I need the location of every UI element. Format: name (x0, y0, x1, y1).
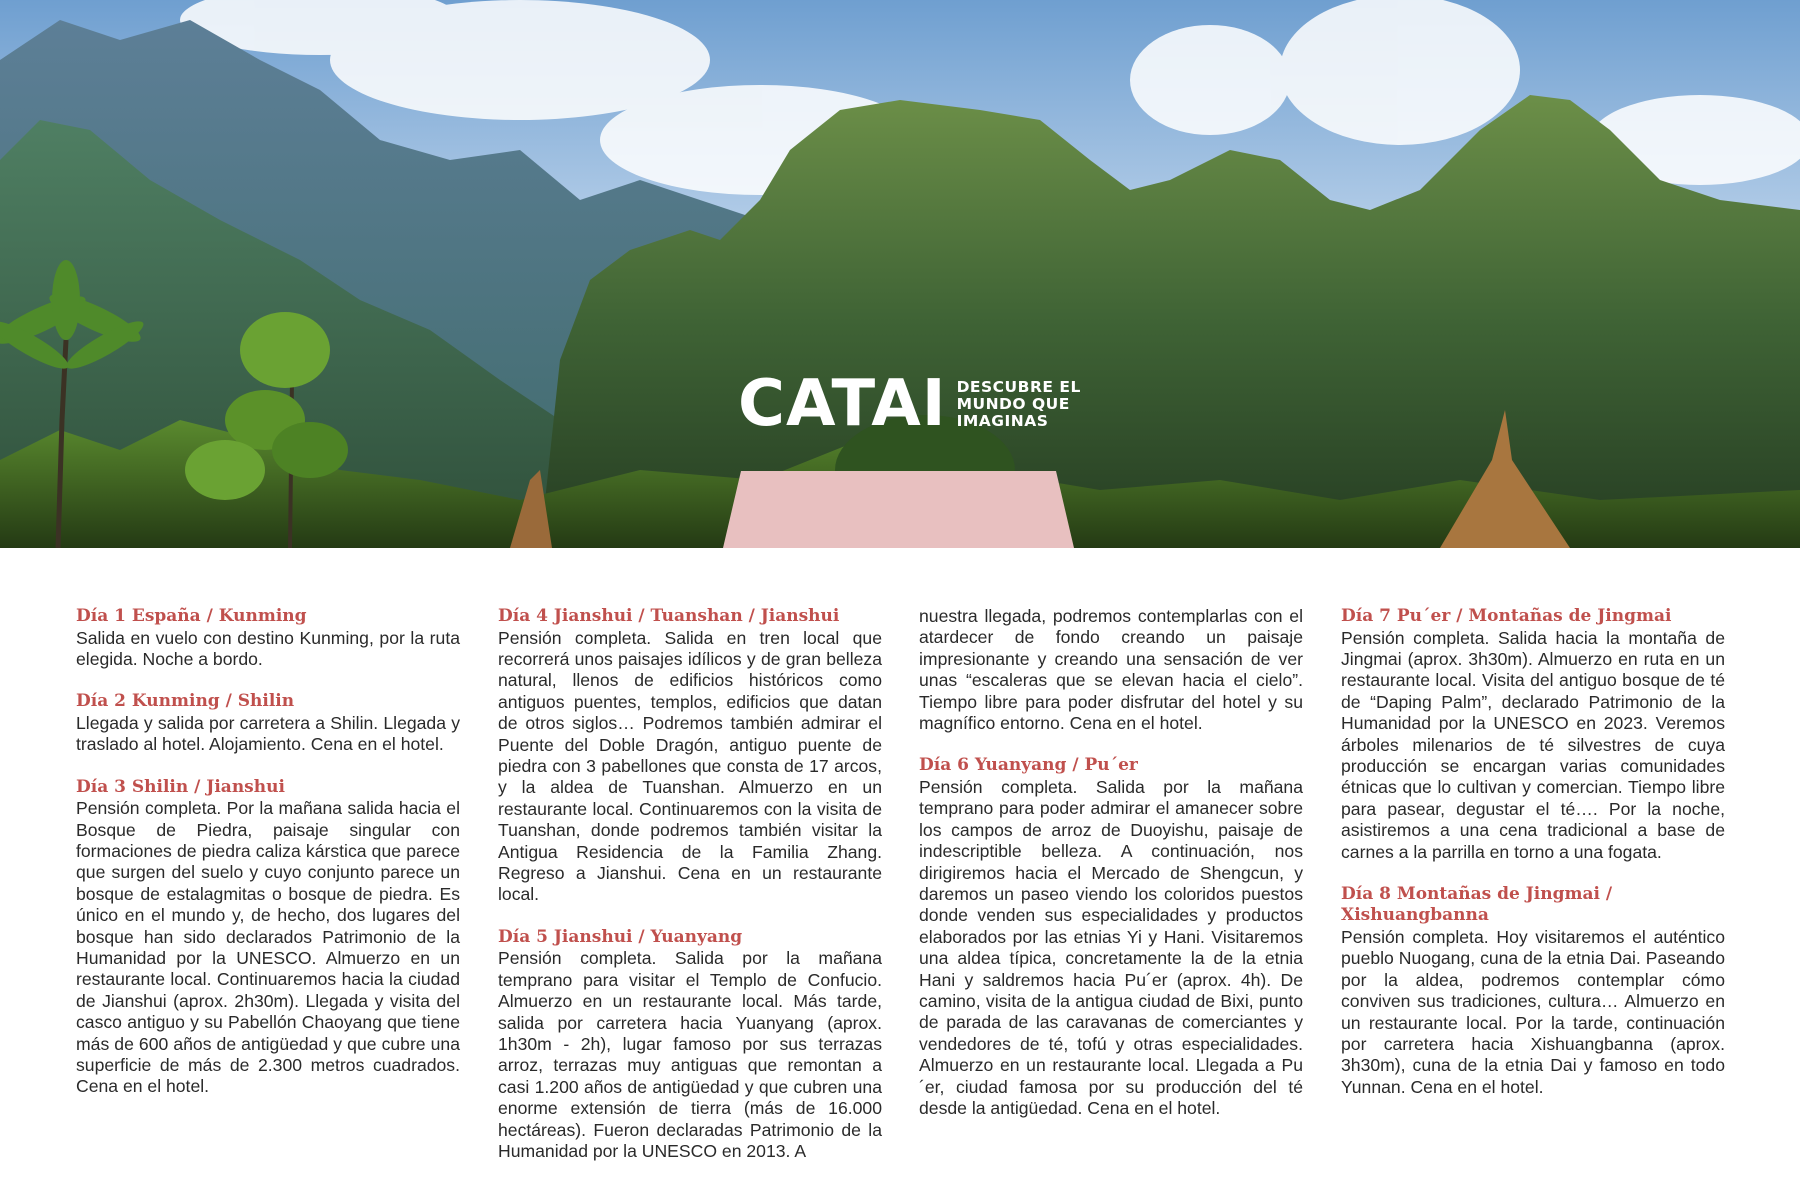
day-title: Día 2 Kunming / Shilin (76, 691, 295, 712)
day-title: Día 1 España / Kunming (76, 606, 307, 626)
day-description: Salida en vuelo con destino Kunming, por la ruta elegida. Noche a bordo. (76, 627, 460, 669)
day-description: Pensión completa. Salida en tren local que recorrerá unos paisajes idílicos y de gran belleza natural, llenos de edificios históricos como antiguos puentes, templos, edificios que datan de otros siglos… Podremos también admirar el Puente del Doble Dragón, antiguo puente de piedra con 3 pabellones que consta de 17 arcos, y la aldea de Tuanshan. Almuerzo en un restaurante local. Continuaremos con la visita de Tuanshan, donde podremos también visitar la Antigua Residencia de la Familia Zhang. Regreso a Jianshui. Cena en un restaurante local. (498, 627, 882, 905)
itinerary-day-7 (1341, 606, 1725, 863)
brand-tagline (957, 379, 1081, 430)
day-description: Pensión completa. Salida por la mañana temprano para visitar el Templo de Confucio. Almuerzo en un restaurante local. Más tarde, salida por carretera hacia Yuanyang (aprox. 1h30m - 2h), lugar famoso por sus terrazas arroz, terrazas muy antiguas que remontan a casi 1.200 años de antigüedad y que cubren una enorme extensión de tierra (más de 16.000 hectáreas). Fueron declaradas Patrimonio de la Humanidad por la UNESCO en 2013. A (498, 948, 882, 1161)
day-description: Pensión completa. Salida hacia la montaña de Jingmai (aprox. 3h30m). Almuerzo en ruta en un restaurante local. Visita del antiguo bosque de té de “Daping Palm”, declarado Patrimonio de la Humanidad por la UNESCO en 2023. Veremos árboles milenarios de té silvestres de cuya producción se encargan varias comunidades étnicas que lo cultivan y comercian. Tiempo libre para pasear, degustar el té…. Por la noche, asistiremos a una cena tradicional a base de carnes a la parrilla en torno a una fogata. (1341, 627, 1725, 862)
day-description: Pensión completa. Por la mañana salida hacia el Bosque de Piedra, paisaje singular con formaciones de piedra caliza kárstica que parece que surgen del suelo y cuyo conjunto parece un bosque de estalagmitas o bosque de piedra. Es único en el mundo y, de hecho, dos lugares del bosque han sido declarados Patrimonio de la Humanidad por la UNESCO. Almuerzo en un restaurante local. Continuaremos hacia la ciudad de Jianshui (aprox. 2h30m). Llegada y visita del casco antiguo y su Pabellón Chaoyang que tiene más de 600 años de antigüedad y que cubre una superficie de más de 2.300 metros cuadrados. Cena en el hotel. (76, 798, 460, 1097)
day-title: Día 8 Montañas de Jingmai / Xishuangbanna (1341, 883, 1613, 926)
itinerary-day-8 (1341, 884, 1725, 1098)
itinerary-day-6 (919, 755, 1303, 1119)
pink-title-panel (723, 471, 1074, 548)
itinerary-day-5 (498, 927, 882, 1163)
tagline-line: DESCUBRE EL (956, 377, 1081, 396)
day-description: nuestra llegada, podremos contemplarlas con el atardecer de fondo creando un paisaje impresionante y creando una sensación de ver unas “escaleras que se elevan hacia el cielo”. Tiempo libre para poder disfrutar del hotel y su magnífico entorno. Cena en el hotel. (919, 606, 1303, 734)
day-description: Pensión completa. Salida por la mañana temprano para poder admirar el amanecer sobre los campos de arroz de Duoyishu, paisaje de indescriptible belleza. A continuación, nos dirigiremos hacia el Mercado de Shengcun, y daremos un paseo viendo los coloridos puestos donde venden sus especialidades y productos elaborados por las etnias Yi y Hani. Visitaremos una aldea típica, concretamente la de la etnia Hani y saldremos hacia Pu´er (aprox. 4h). De camino, visita de la antigua ciudad de Bixi, punto de parada de las caravanas de comerciantes y vendedores de té, tofú y otras especialidades. Almuerzo en un restaurante local. Llegada a Pu´er, ciudad famosa por su producción del té desde la antigüedad. Cena en el hotel. (919, 776, 1303, 1119)
itinerary-column-3 (919, 606, 1303, 1140)
itinerary-day-3 (76, 777, 460, 1098)
catai-logo (738, 367, 1081, 441)
itinerary-day-5-continued (919, 606, 1303, 734)
day-title: Día 5 Jianshui / Yuanyang (498, 926, 743, 947)
itinerary-day-4 (498, 606, 882, 906)
brand-name: CATAI (738, 367, 947, 441)
day-title: Día 6 Yuanyang / Pu´er (919, 755, 1138, 776)
itinerary-column-4 (1341, 606, 1725, 1119)
itinerary-column-2 (498, 606, 882, 1183)
day-title: Día 3 Shilin / Jianshui (76, 776, 285, 797)
itinerary-day-2 (76, 691, 460, 755)
tagline-line: IMAGINAS (956, 411, 1049, 430)
day-title: Día 7 Pu´er / Montañas de Jingmai (1341, 606, 1672, 626)
day-description: Llegada y salida por carretera a Shilin. Llegada y traslado al hotel. Alojamiento. Cena en el hotel. (76, 712, 460, 755)
mountain-scene (0, 0, 1800, 548)
hero-landscape-photo (0, 0, 1800, 548)
day-description: Pensión completa. Hoy visitaremos el auténtico pueblo Nuogang, cuna de la etnia Dai. Paseando por la aldea, podremos contemplar cómo conviven sus tradiciones, cultura… Almuerzo en un restaurante local. Por la tarde, continuación por carretera hacia Xishuangbanna (aprox. 3h30m), cuna de la etnia Dai y famoso en todo Yunnan. Cena en el hotel. (1341, 926, 1725, 1097)
tagline-line: MUNDO QUE (956, 394, 1070, 413)
day-title: Día 4 Jianshui / Tuanshan / Jianshui (498, 606, 840, 626)
itinerary-column-1 (76, 606, 460, 1119)
itinerary-day-1 (76, 606, 460, 670)
